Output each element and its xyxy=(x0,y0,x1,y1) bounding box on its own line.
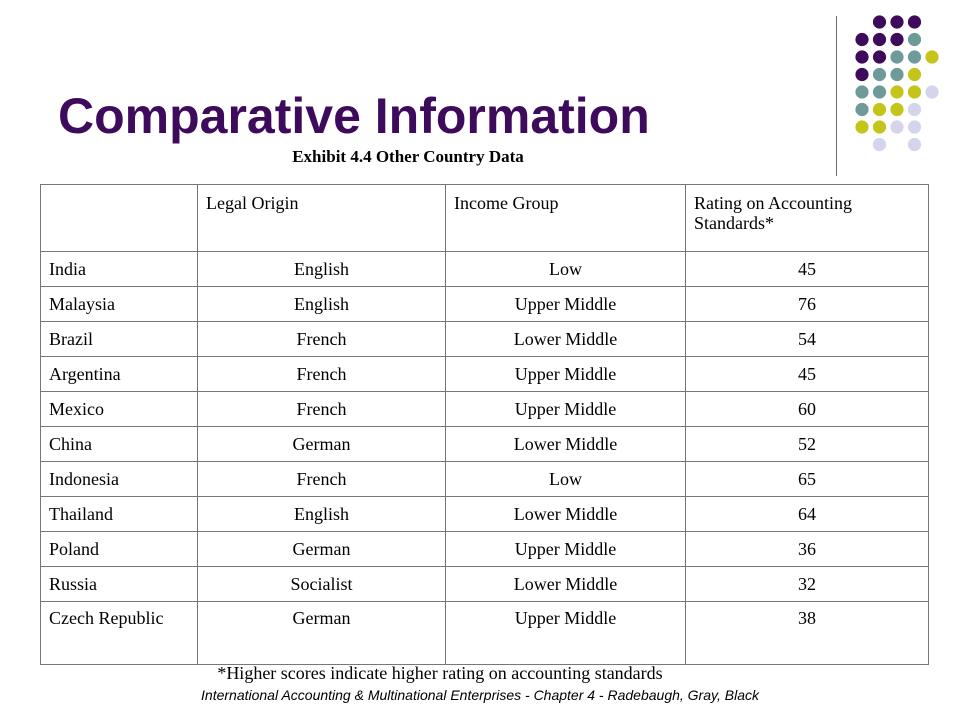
cell-country: Malaysia xyxy=(41,287,198,322)
cell-country: Argentina xyxy=(41,357,198,392)
decorative-dot xyxy=(873,103,886,116)
decorative-dot xyxy=(855,103,868,116)
cell-legal-origin: Socialist xyxy=(198,567,446,602)
cell-rating: 36 xyxy=(686,532,929,567)
cell-income-group: Upper Middle xyxy=(446,532,686,567)
table-row xyxy=(41,252,929,287)
table-row xyxy=(41,357,929,392)
page-title: Comparative Information xyxy=(58,88,650,144)
cell-income-group: Upper Middle xyxy=(446,357,686,392)
cell-country: Indonesia xyxy=(41,462,198,497)
cell-legal-origin: English xyxy=(198,497,446,532)
cell-income-group: Low xyxy=(446,252,686,287)
table-body xyxy=(41,252,929,665)
table-row xyxy=(41,427,929,462)
cell-rating: 60 xyxy=(686,392,929,427)
table-row xyxy=(41,322,929,357)
cell-rating: 38 xyxy=(686,602,929,665)
decorative-dot xyxy=(908,50,921,63)
cell-legal-origin: French xyxy=(198,322,446,357)
table-row xyxy=(41,567,929,602)
decorative-dot xyxy=(908,103,921,116)
cell-rating: 45 xyxy=(686,252,929,287)
cell-legal-origin: German xyxy=(198,602,446,665)
decorative-dot xyxy=(855,50,868,63)
table-row xyxy=(41,462,929,497)
cell-income-group: Lower Middle xyxy=(446,497,686,532)
cell-rating: 76 xyxy=(686,287,929,322)
cell-rating: 52 xyxy=(686,427,929,462)
decorative-dot xyxy=(908,85,921,98)
decorative-dot xyxy=(908,33,921,46)
cell-legal-origin: English xyxy=(198,287,446,322)
slide-footer: International Accounting & Multinational Enterprises - Chapter 4 - Radebaugh, Gray, Black xyxy=(201,687,759,703)
decorative-dot xyxy=(925,85,938,98)
decorative-dot xyxy=(855,85,868,98)
cell-country: Brazil xyxy=(41,322,198,357)
decorative-dot xyxy=(873,50,886,63)
table-row xyxy=(41,602,929,665)
header-country xyxy=(41,185,198,252)
decorative-dot xyxy=(873,120,886,133)
decorative-dot xyxy=(925,50,938,63)
cell-legal-origin: English xyxy=(198,252,446,287)
country-data-table xyxy=(40,184,929,665)
table-row xyxy=(41,532,929,567)
decorative-dot xyxy=(890,68,903,81)
decorative-divider-line xyxy=(836,16,837,176)
cell-income-group: Upper Middle xyxy=(446,602,686,665)
decorative-dot xyxy=(873,15,886,28)
table-header-row xyxy=(41,185,929,252)
cell-legal-origin: French xyxy=(198,392,446,427)
cell-income-group: Upper Middle xyxy=(446,287,686,322)
decorative-dot xyxy=(890,103,903,116)
decorative-dot xyxy=(890,85,903,98)
decorative-dot xyxy=(908,15,921,28)
cell-rating: 54 xyxy=(686,322,929,357)
table-row xyxy=(41,392,929,427)
decorative-dot xyxy=(890,15,903,28)
cell-legal-origin: German xyxy=(198,427,446,462)
cell-income-group: Lower Middle xyxy=(446,322,686,357)
cell-income-group: Upper Middle xyxy=(446,392,686,427)
cell-income-group: Lower Middle xyxy=(446,427,686,462)
decorative-dot xyxy=(890,120,903,133)
decorative-dot xyxy=(855,33,868,46)
footnote: *Higher scores indicate higher rating on accounting standards xyxy=(217,663,663,683)
cell-country: Poland xyxy=(41,532,198,567)
decorative-dot xyxy=(855,120,868,133)
cell-country: Russia xyxy=(41,567,198,602)
decorative-dot xyxy=(873,138,886,151)
decorative-dot xyxy=(908,68,921,81)
decorative-dot xyxy=(890,33,903,46)
table-row xyxy=(41,497,929,532)
cell-country: India xyxy=(41,252,198,287)
cell-country: Thailand xyxy=(41,497,198,532)
header-legal-origin: Legal Origin xyxy=(198,185,446,252)
cell-country: Mexico xyxy=(41,392,198,427)
decorative-dot xyxy=(908,120,921,133)
decorative-dot xyxy=(855,68,868,81)
decorative-dot xyxy=(908,138,921,151)
decorative-dot xyxy=(873,85,886,98)
cell-income-group: Low xyxy=(446,462,686,497)
cell-legal-origin: French xyxy=(198,357,446,392)
header-rating: Rating on Accounting Standards* xyxy=(686,185,929,252)
exhibit-subtitle: Exhibit 4.4 Other Country Data xyxy=(292,147,524,166)
cell-income-group: Lower Middle xyxy=(446,567,686,602)
cell-rating: 32 xyxy=(686,567,929,602)
decorative-dot xyxy=(890,50,903,63)
cell-rating: 65 xyxy=(686,462,929,497)
cell-country: Czech Republic xyxy=(41,602,198,665)
cell-legal-origin: French xyxy=(198,462,446,497)
cell-legal-origin: German xyxy=(198,532,446,567)
cell-rating: 64 xyxy=(686,497,929,532)
decorative-dot xyxy=(873,33,886,46)
header-income-group: Income Group xyxy=(446,185,686,252)
cell-rating: 45 xyxy=(686,357,929,392)
decorative-dot xyxy=(873,68,886,81)
table-row xyxy=(41,287,929,322)
cell-country: China xyxy=(41,427,198,462)
